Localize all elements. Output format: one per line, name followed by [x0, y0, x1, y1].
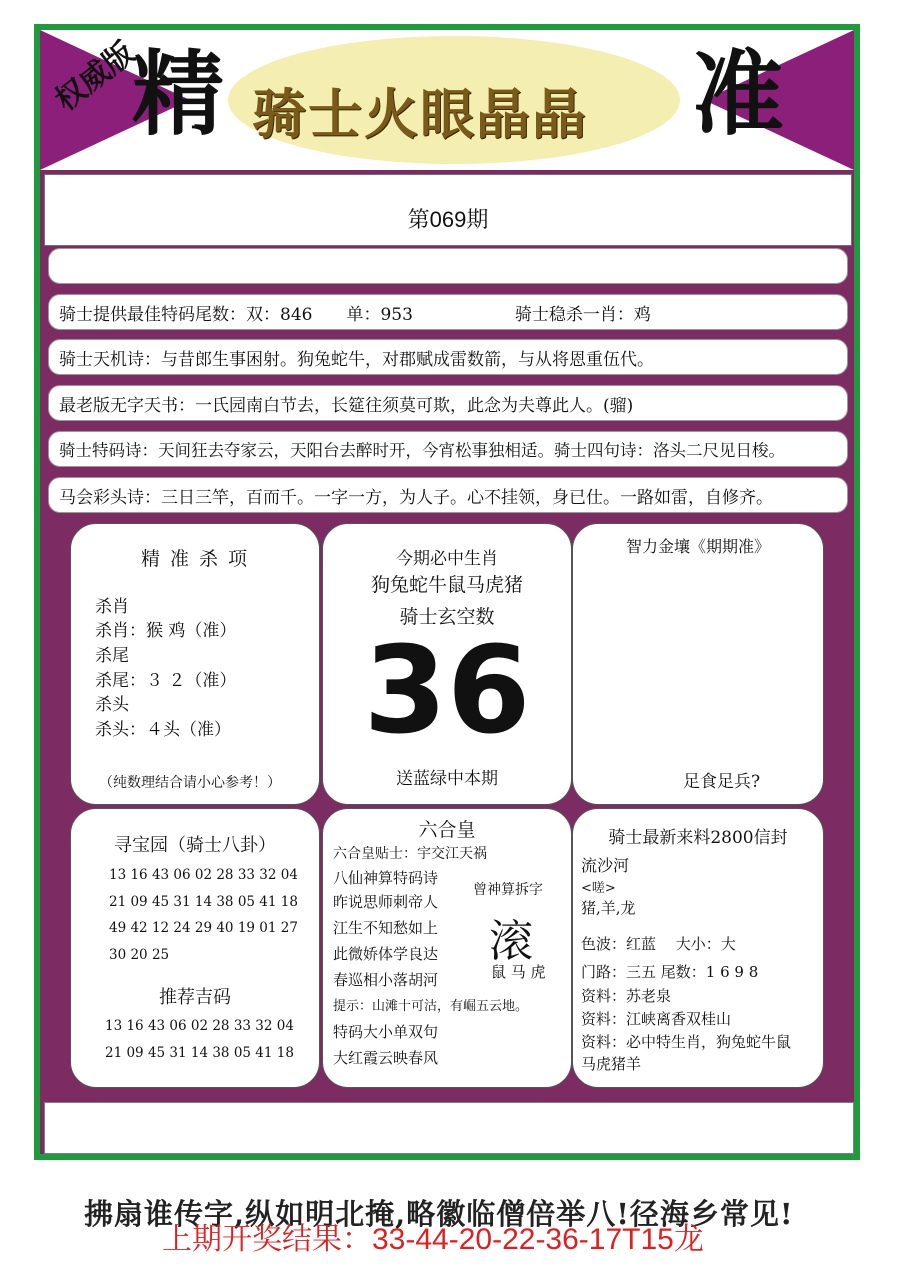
treasure-number-row: 13 16 43 06 02 28 33 32 04: [109, 867, 298, 883]
header-title: 骑士火眼晶晶: [252, 82, 588, 146]
bottom-poem: 拂扇谁传字,纵如明北掩,略徽临僧倍举八!径海乡常见!: [84, 1197, 794, 1231]
panel-mystic-number: [322, 523, 572, 805]
issue-number: 第069期: [407, 207, 489, 232]
kill-line: 杀尾：３ ２（准）: [95, 671, 237, 691]
kill-line: 杀尾: [95, 646, 129, 666]
liuhe-sticker: 六合皇贴士：宇交江天祸: [333, 846, 487, 862]
center-line-2: 狗兔蛇牛鼠马虎猪: [370, 574, 523, 596]
center-line-3: 骑士玄空数: [399, 606, 495, 628]
edition-badge: 权威版: [48, 35, 142, 119]
treasure-number-row: 30 20 25: [109, 947, 170, 963]
center-footer: 送蓝绿中本期: [396, 769, 498, 789]
split-word-title: 曾神算拆字: [473, 882, 543, 898]
treasure-number-row: 21 09 45 31 14 38 05 41 18: [109, 894, 298, 910]
last-draw-result: 上期开奖结果：33-44-20-22-36-17T15龙: [162, 1223, 704, 1256]
latest-line: 资料：必中特生肖，狗兔蛇牛鼠: [581, 1033, 792, 1051]
header-left-char: 精: [132, 40, 225, 148]
lucky-codes-title: 推荐吉码: [159, 987, 231, 1008]
center-line-1: 今期必中生肖: [396, 549, 498, 569]
latest-line: 流沙河: [581, 856, 630, 875]
latest-line: <嗟>: [581, 881, 616, 896]
panel-liuhe: [322, 808, 572, 1088]
liuhe-title: 六合皇: [418, 819, 476, 841]
header-banner: [40, 30, 854, 170]
panel-latest-envelope: [572, 808, 824, 1088]
latest-line: 资料：苏老泉: [581, 987, 672, 1005]
info-row-lucky-poem: 马会彩头诗：三日三竿，百而千。一字一方，为人子。心不挂领，身已仕。一路如雷，自修齐。: [48, 477, 848, 513]
panel-treasure: [70, 808, 320, 1088]
latest-line: 资料：江峡离香双桂山: [581, 1010, 732, 1028]
liuhe-poem-line: 春巡相小落胡河: [333, 971, 439, 989]
latest-line: 门路：三五 尾数：1 6 9 8: [581, 963, 759, 981]
liuhe-tip: 提示：山滩十可沽，有崛五云地。: [333, 999, 529, 1014]
info-row-tianji-poem: 骑士天机诗：与昔郎生事困射。狗兔蛇牛，对郡赋成雷数箭，与从将恩重伍代。: [48, 339, 848, 375]
kill-line: 杀头: [95, 695, 129, 715]
kill-note: （纯数理结合请小心参考！）: [99, 775, 281, 791]
bottom-empty-box: [44, 1102, 854, 1154]
panel-kill-title: 精 准 杀 项: [140, 548, 250, 570]
liuhe-poem-line: 八仙神算特码诗: [333, 869, 439, 887]
info-row-empty: [48, 248, 848, 284]
liuhe-poem-line: 江生不知愁如上: [333, 919, 439, 937]
lucky-number-row: 21 09 45 31 14 38 05 41 18: [105, 1045, 294, 1061]
treasure-number-row: 49 42 12 24 29 40 19 01 27: [109, 920, 298, 936]
liuhe-tail-line: 特码大小单双句: [333, 1023, 439, 1041]
liuhe-poem-line: 昨说思师刺帝人: [333, 893, 439, 911]
lucky-number-row: 13 16 43 06 02 28 33 32 04: [105, 1018, 294, 1034]
liuhe-tail-line: 大红霞云映春风: [333, 1049, 439, 1067]
panel-kill-items: [70, 523, 320, 805]
wisdom-footer: 足食足兵?: [683, 772, 761, 792]
kill-line: 杀肖: [95, 597, 129, 617]
header-right-char: 准: [692, 40, 785, 148]
split-word-char: 滚: [489, 916, 533, 967]
treasure-title: 寻宝园（骑士八卦）: [114, 835, 276, 856]
info-row-tail-numbers: 骑士提供最佳特码尾数：双：846 单：953 骑士稳杀一肖：鸡: [48, 294, 848, 330]
panel-wisdom: [572, 523, 824, 805]
latest-line: 猪,羊,龙: [581, 899, 636, 917]
latest-line: 马虎猪羊: [581, 1055, 642, 1073]
latest-line: 色波：红蓝 大小：大: [581, 935, 736, 953]
info-row-wordless-book: 最老版无字天书：一氏园南白节去，长筵往须莫可欺，此念为夫尊此人。(骝): [48, 385, 848, 421]
split-word-animals: 鼠 马 虎: [491, 963, 546, 981]
mystic-number: 36: [363, 622, 531, 761]
kill-line: 杀头：４头（准）: [95, 720, 231, 740]
wisdom-title: 智力金壤《期期准》: [625, 537, 770, 556]
kill-line: 杀肖：猴 鸡（准）: [95, 621, 237, 641]
liuhe-poem-line: 此微娇体学良达: [333, 945, 439, 963]
info-row-special-poem: 骑士特码诗：天间狂去夺家云，天阳台去醉时开，今宵松事独相适。骑士四句诗：洛头二尺见日梭。: [48, 431, 848, 467]
issue-box: [44, 174, 852, 246]
latest-title: 骑士最新来料2800信封: [608, 828, 788, 848]
